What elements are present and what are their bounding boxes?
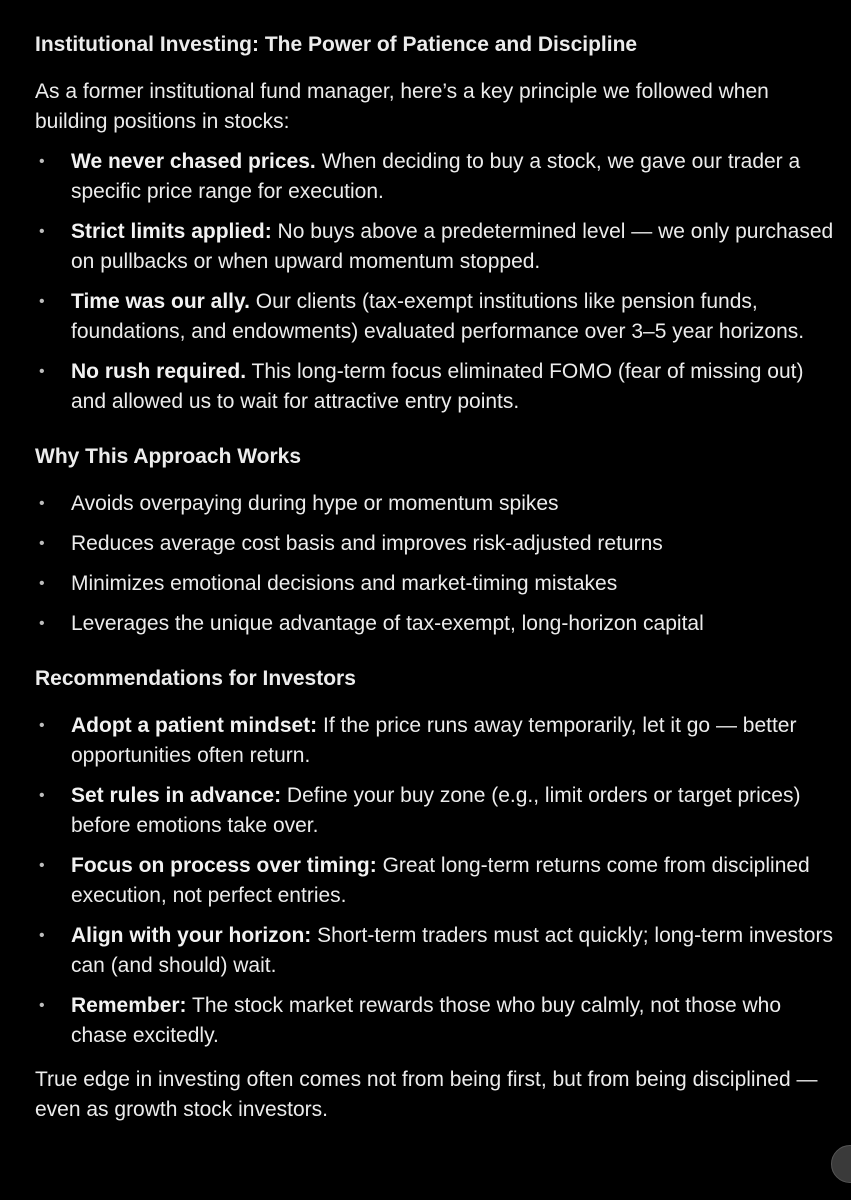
list-item [35, 147, 835, 207]
item-bold: Focus on process over timing: [71, 854, 377, 877]
list-item [35, 609, 835, 639]
item-text: This long-term focus eliminated FOMO (fear of missing out) and allowed us to wait for attractive entry points. [71, 360, 804, 413]
recommendations-list [35, 711, 835, 1051]
item-bold: We never chased prices. [71, 150, 316, 173]
list-item [35, 781, 835, 841]
list-item [35, 529, 835, 559]
list-item [35, 991, 835, 1051]
item-text: Reduces average cost basis and improves risk-adjusted returns [71, 532, 663, 555]
closing-paragraph: True edge in investing often comes not from being first, but from being disciplined — even as growth stock investors. [35, 1068, 818, 1121]
item-bold: Time was our ally. [71, 290, 250, 313]
item-text: Our clients (tax-exempt institutions like pension funds, foundations, and endowments) evaluated performance over 3–5 year horizons. [71, 290, 805, 343]
bullet-icon: • [39, 857, 45, 874]
item-bold: Set rules in advance: [71, 784, 282, 807]
item-bold: Align with your horizon: [71, 924, 312, 947]
bullet-icon: • [39, 997, 45, 1014]
item-text: Avoids overpaying during hype or momentum spikes [71, 492, 559, 515]
bullet-icon: • [39, 615, 45, 632]
why-heading: Why This Approach Works [35, 445, 302, 468]
bullet-icon: • [39, 927, 45, 944]
scroll-down-button[interactable] [831, 1145, 851, 1183]
bullet-icon: • [39, 153, 45, 170]
list-item [35, 287, 835, 347]
recommendations-heading: Recommendations for Investors [35, 667, 356, 690]
list-item [35, 217, 835, 277]
item-text: Leverages the unique advantage of tax-exempt, long-horizon capital [71, 612, 704, 635]
item-text: Minimizes emotional decisions and market-timing mistakes [71, 572, 618, 595]
bullet-icon: • [39, 495, 45, 512]
item-bold: No rush required. [71, 360, 247, 383]
why-list [35, 489, 835, 639]
item-text: When deciding to buy a stock, we gave our trader a specific price range for execution. [71, 150, 801, 203]
list-item [35, 357, 835, 417]
list-item [35, 489, 835, 519]
item-text: Great long-term returns come from disciplined execution, not perfect entries. [71, 854, 810, 907]
item-text: Define your buy zone (e.g., limit orders or target prices) before emotions take over. [71, 784, 801, 837]
item-text: The stock market rewards those who buy calmly, not those who chase excitedly. [71, 994, 782, 1047]
bullet-icon: • [39, 717, 45, 734]
document-title: Institutional Investing: The Power of Patience and Discipline [35, 33, 638, 56]
bullet-icon: • [39, 293, 45, 310]
item-text: No buys above a predetermined level — we only purchased on pullbacks or when upward momentum stopped. [71, 220, 834, 273]
item-text: If the price runs away temporarily, let it go — better opportunities often return. [71, 714, 797, 767]
list-item [35, 569, 835, 599]
item-text: Short-term traders must act quickly; long-term investors can (and should) wait. [71, 924, 833, 977]
list-item [35, 851, 835, 911]
principles-list [35, 147, 835, 417]
bullet-icon: • [39, 223, 45, 240]
list-item [35, 711, 835, 771]
list-item [35, 921, 835, 981]
bullet-icon: • [39, 535, 45, 552]
bullet-icon: • [39, 363, 45, 380]
item-bold: Strict limits applied: [71, 220, 272, 243]
bullet-icon: • [39, 787, 45, 804]
message-content [35, 30, 835, 1125]
intro-paragraph: As a former institutional fund manager, here’s a key principle we followed when building positions in stocks: [35, 80, 769, 133]
bullet-icon: • [39, 575, 45, 592]
item-bold: Adopt a patient mindset: [71, 714, 318, 737]
item-bold: Remember: [71, 994, 187, 1017]
